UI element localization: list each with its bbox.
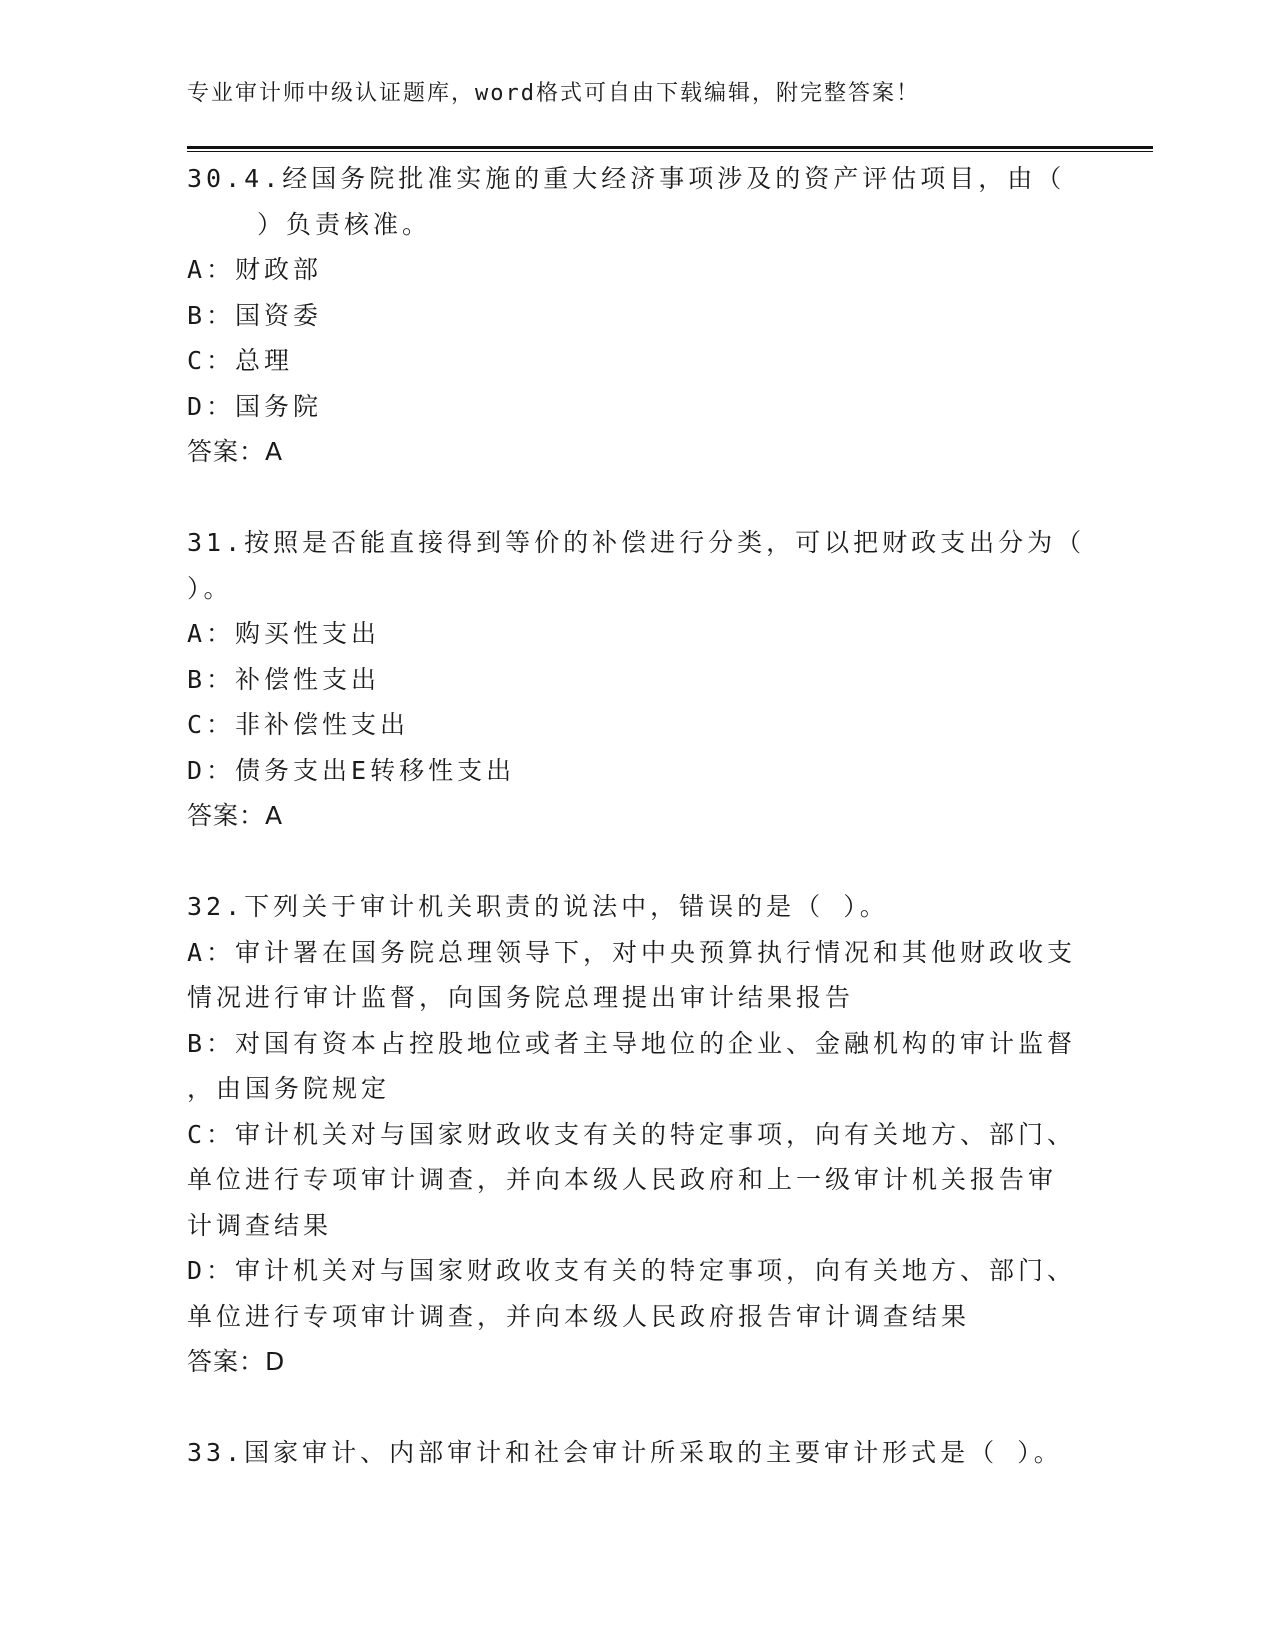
question-text: ）负责核准。 — [257, 209, 432, 239]
question-33 — [187, 1430, 1087, 1476]
option-d: D：国务院 — [187, 391, 323, 421]
option-c-cont: 单位进行专项审计调查，并向本级人民政府和上一级审计机关报告审 — [187, 1165, 1058, 1194]
spacer — [187, 1385, 1087, 1431]
answer-label: 答案：A — [187, 437, 284, 466]
option-c: C：总理 — [187, 346, 294, 375]
option-c: C：非补偿性支出 — [187, 710, 410, 739]
option-b: B：对国有资本占控股地位或者主导地位的企业、金融机构的审计监督 — [187, 1028, 1077, 1058]
option-c: C：审计机关对与国家财政收支有关的特定事项，向有关地方、部门、 — [187, 1119, 1077, 1149]
question-text: 33.国家审计、内部审计和社会审计所采取的主要审计形式是（ ）。 — [187, 1438, 1063, 1467]
option-a-cont: 情况进行审计监督，向国务院总理提出审计结果报告 — [187, 983, 855, 1012]
option-b-cont: ，由国务院规定 — [187, 1074, 391, 1103]
option-c-cont: 计调查结果 — [187, 1210, 333, 1240]
option-d: D：债务支出E转移性支出 — [187, 755, 516, 785]
option-a: A：审计署在国务院总理领导下，对中央预算执行情况和其他财政收支 — [187, 937, 1077, 967]
question-32 — [187, 884, 1087, 1385]
question-31 — [187, 520, 1087, 839]
answer-label: 答案：D — [187, 1347, 286, 1376]
header-rule — [187, 146, 1153, 149]
option-a: A：购买性支出 — [187, 619, 381, 648]
question-text: 30.4.经国务院批准实施的重大经济事项涉及的资产评估项目，由（ — [187, 164, 1066, 193]
header-rule-thin — [187, 151, 1153, 152]
option-a: A：财政部 — [187, 255, 323, 284]
page-header: 专业审计师中级认证题库，word格式可自由下载编辑，附完整答案！ — [187, 81, 920, 106]
option-b: B：国资委 — [187, 300, 323, 330]
question-list — [187, 156, 1087, 1476]
option-d: D：审计机关对与国家财政收支有关的特定事项，向有关地方、部门、 — [187, 1256, 1077, 1285]
question-text: 32.下列关于审计机关职责的说法中，错误的是（ ）。 — [187, 892, 889, 921]
question-text: 31.按照是否能直接得到等价的补偿进行分类，可以把财政支出分为（ — [187, 528, 1086, 557]
option-b: B：补偿性支出 — [187, 664, 381, 694]
spacer — [187, 839, 1087, 885]
spacer — [187, 475, 1087, 521]
question-text: ）。 — [187, 573, 233, 603]
question-30 — [187, 156, 1087, 475]
option-d-cont: 单位进行专项审计调查，并向本级人民政府报告审计调查结果 — [187, 1301, 971, 1331]
answer-label: 答案：A — [187, 801, 284, 830]
